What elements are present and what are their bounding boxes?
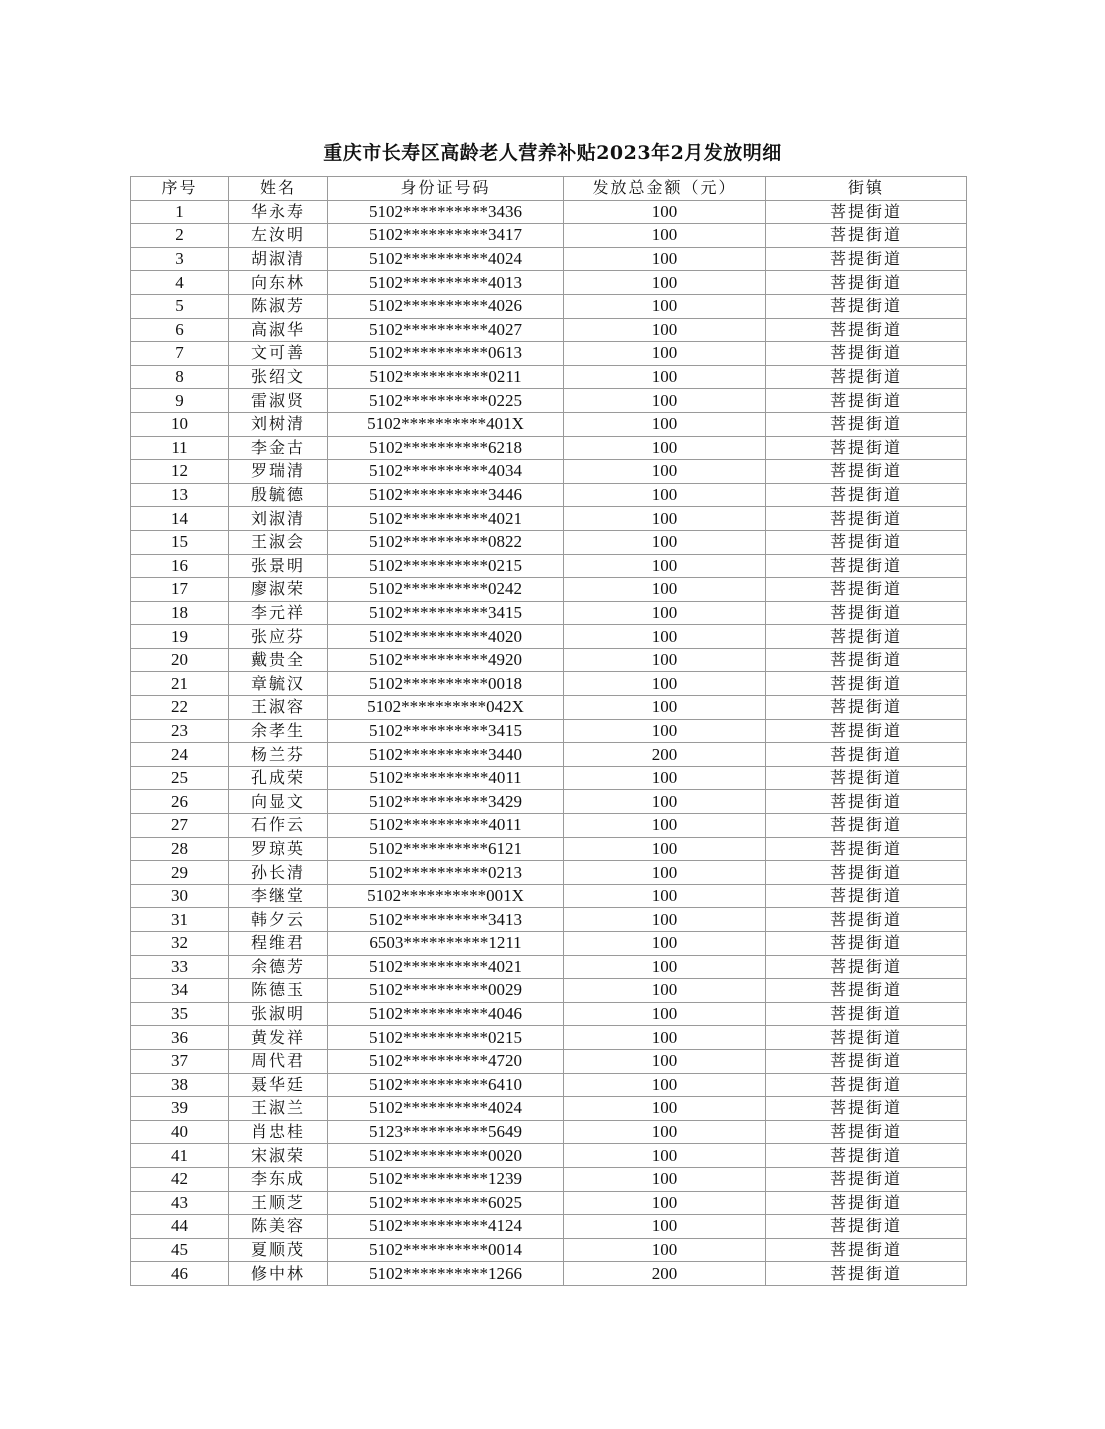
table-row [131,389,967,413]
table-row [131,719,967,743]
cell-index: 21 [131,672,229,696]
cell-name: 左汝明 [229,224,328,248]
cell-index: 28 [131,837,229,861]
cell-index: 37 [131,1049,229,1073]
cell-amount: 100 [564,1215,766,1239]
cell-id-number: 5102**********1266 [328,1262,564,1286]
cell-amount: 100 [564,1097,766,1121]
cell-name: 杨兰芬 [229,743,328,767]
cell-index: 3 [131,247,229,271]
table-row [131,1215,967,1239]
table-row [131,861,967,885]
cell-subdistrict: 菩提街道 [766,460,967,484]
cell-subdistrict: 菩提街道 [766,530,967,554]
cell-id-number: 5102**********4046 [328,1002,564,1026]
cell-subdistrict: 菩提街道 [766,1215,967,1239]
cell-id-number: 5102**********0211 [328,365,564,389]
cell-id-number: 5102**********0242 [328,578,564,602]
table-row [131,766,967,790]
table-row [131,908,967,932]
cell-index: 33 [131,955,229,979]
cell-amount: 100 [564,814,766,838]
cell-index: 27 [131,814,229,838]
cell-index: 31 [131,908,229,932]
cell-index: 9 [131,389,229,413]
cell-id-number: 5102**********4720 [328,1049,564,1073]
cell-id-number: 5102**********0018 [328,672,564,696]
cell-id-number: 5102**********0020 [328,1144,564,1168]
table-row [131,1144,967,1168]
cell-amount: 100 [564,247,766,271]
cell-id-number: 5102**********0613 [328,342,564,366]
table-row [131,294,967,318]
cell-amount: 100 [564,932,766,956]
cell-name: 夏顺茂 [229,1238,328,1262]
cell-index: 35 [131,1002,229,1026]
cell-name: 胡淑清 [229,247,328,271]
cell-id-number: 5102**********0215 [328,1026,564,1050]
subsidy-table [130,176,967,1286]
table-row [131,530,967,554]
cell-name: 张绍文 [229,365,328,389]
cell-subdistrict: 菩提街道 [766,271,967,295]
cell-name: 王淑容 [229,696,328,720]
cell-subdistrict: 菩提街道 [766,389,967,413]
cell-name: 张淑明 [229,1002,328,1026]
cell-name: 王淑会 [229,530,328,554]
cell-name: 李继堂 [229,884,328,908]
cell-index: 15 [131,530,229,554]
cell-id-number: 5102**********4024 [328,1097,564,1121]
cell-subdistrict: 菩提街道 [766,648,967,672]
cell-subdistrict: 菩提街道 [766,1026,967,1050]
cell-id-number: 5102**********3436 [328,200,564,224]
cell-name: 华永寿 [229,200,328,224]
cell-subdistrict: 菩提街道 [766,955,967,979]
cell-id-number: 5102**********4013 [328,271,564,295]
cell-amount: 100 [564,837,766,861]
cell-amount: 100 [564,696,766,720]
cell-amount: 200 [564,743,766,767]
cell-amount: 100 [564,1238,766,1262]
cell-name: 余德芳 [229,955,328,979]
cell-subdistrict: 菩提街道 [766,979,967,1003]
cell-index: 44 [131,1215,229,1239]
cell-id-number: 5102**********3440 [328,743,564,767]
cell-amount: 100 [564,460,766,484]
cell-id-number: 5102**********4034 [328,460,564,484]
cell-index: 32 [131,932,229,956]
table-row [131,672,967,696]
cell-name: 刘树清 [229,412,328,436]
cell-name: 余孝生 [229,719,328,743]
cell-amount: 100 [564,1002,766,1026]
cell-subdistrict: 菩提街道 [766,1073,967,1097]
cell-subdistrict: 菩提街道 [766,412,967,436]
cell-index: 11 [131,436,229,460]
table-row [131,837,967,861]
cell-subdistrict: 菩提街道 [766,554,967,578]
table-row [131,247,967,271]
cell-subdistrict: 菩提街道 [766,318,967,342]
cell-subdistrict: 菩提街道 [766,200,967,224]
cell-id-number: 5102**********0215 [328,554,564,578]
cell-id-number: 5102**********4011 [328,766,564,790]
cell-amount: 100 [564,908,766,932]
cell-index: 29 [131,861,229,885]
cell-index: 46 [131,1262,229,1286]
cell-name: 聂华廷 [229,1073,328,1097]
cell-index: 36 [131,1026,229,1050]
cell-subdistrict: 菩提街道 [766,1238,967,1262]
cell-amount: 100 [564,790,766,814]
table-body [131,200,967,1285]
table-row [131,554,967,578]
cell-name: 韩夕云 [229,908,328,932]
cell-amount: 100 [564,1049,766,1073]
cell-id-number: 6503**********1211 [328,932,564,956]
cell-index: 39 [131,1097,229,1121]
cell-index: 19 [131,625,229,649]
cell-name: 孔成荣 [229,766,328,790]
cell-name: 张景明 [229,554,328,578]
table-row [131,955,967,979]
cell-subdistrict: 菩提街道 [766,861,967,885]
table-row [131,318,967,342]
cell-name: 周代君 [229,1049,328,1073]
cell-subdistrict: 菩提街道 [766,790,967,814]
cell-amount: 100 [564,483,766,507]
cell-amount: 100 [564,365,766,389]
table-row [131,1002,967,1026]
cell-id-number: 5102**********4020 [328,625,564,649]
cell-name: 程维君 [229,932,328,956]
table-row [131,578,967,602]
cell-amount: 100 [564,318,766,342]
cell-id-number: 5102**********6410 [328,1073,564,1097]
cell-subdistrict: 菩提街道 [766,1120,967,1144]
cell-index: 40 [131,1120,229,1144]
cell-id-number: 5123**********5649 [328,1120,564,1144]
cell-index: 25 [131,766,229,790]
cell-amount: 100 [564,578,766,602]
cell-subdistrict: 菩提街道 [766,1167,967,1191]
cell-id-number: 5102**********1239 [328,1167,564,1191]
table-row [131,224,967,248]
table-row [131,932,967,956]
cell-amount: 100 [564,342,766,366]
cell-name: 罗琼英 [229,837,328,861]
cell-subdistrict: 菩提街道 [766,1144,967,1168]
cell-name: 李元祥 [229,601,328,625]
cell-amount: 100 [564,1167,766,1191]
cell-amount: 100 [564,719,766,743]
cell-id-number: 5102**********4021 [328,955,564,979]
cell-amount: 100 [564,200,766,224]
cell-subdistrict: 菩提街道 [766,483,967,507]
cell-name: 宋淑荣 [229,1144,328,1168]
cell-id-number: 5102**********6121 [328,837,564,861]
cell-subdistrict: 菩提街道 [766,1002,967,1026]
cell-id-number: 5102**********4026 [328,294,564,318]
cell-index: 45 [131,1238,229,1262]
cell-subdistrict: 菩提街道 [766,625,967,649]
cell-amount: 100 [564,507,766,531]
cell-amount: 100 [564,979,766,1003]
cell-index: 16 [131,554,229,578]
cell-id-number: 5102**********6025 [328,1191,564,1215]
cell-id-number: 5102**********0225 [328,389,564,413]
cell-index: 23 [131,719,229,743]
cell-subdistrict: 菩提街道 [766,342,967,366]
table-row [131,1167,967,1191]
cell-subdistrict: 菩提街道 [766,578,967,602]
cell-id-number: 5102**********3446 [328,483,564,507]
cell-name: 向显文 [229,790,328,814]
cell-index: 30 [131,884,229,908]
cell-id-number: 5102**********042X [328,696,564,720]
cell-amount: 100 [564,271,766,295]
cell-subdistrict: 菩提街道 [766,814,967,838]
table-row [131,601,967,625]
header-amount: 发放总金额（元） [564,177,766,201]
cell-id-number: 5102**********0029 [328,979,564,1003]
cell-amount: 100 [564,625,766,649]
table-row [131,790,967,814]
cell-amount: 200 [564,1262,766,1286]
cell-name: 殷毓德 [229,483,328,507]
table-row [131,625,967,649]
table-row [131,1097,967,1121]
table-row [131,460,967,484]
document-title: 重庆市长寿区高龄老人营养补贴2023年2月发放明细 [323,142,782,164]
cell-name: 戴贵全 [229,648,328,672]
table-row [131,648,967,672]
cell-subdistrict: 菩提街道 [766,1049,967,1073]
cell-subdistrict: 菩提街道 [766,719,967,743]
cell-name: 廖淑荣 [229,578,328,602]
cell-index: 18 [131,601,229,625]
table-row [131,436,967,460]
table-row [131,979,967,1003]
cell-index: 12 [131,460,229,484]
table-row [131,1262,967,1286]
cell-amount: 100 [564,224,766,248]
cell-id-number: 5102**********001X [328,884,564,908]
cell-subdistrict: 菩提街道 [766,696,967,720]
cell-amount: 100 [564,530,766,554]
table-row [131,743,967,767]
cell-subdistrict: 菩提街道 [766,601,967,625]
cell-index: 22 [131,696,229,720]
cell-name: 章毓汉 [229,672,328,696]
table-row [131,1073,967,1097]
table-row [131,507,967,531]
cell-id-number: 5102**********401X [328,412,564,436]
cell-amount: 100 [564,884,766,908]
cell-subdistrict: 菩提街道 [766,743,967,767]
cell-index: 10 [131,412,229,436]
header-subdistrict: 街镇 [766,177,967,201]
cell-amount: 100 [564,955,766,979]
cell-amount: 100 [564,861,766,885]
table-row [131,1120,967,1144]
table-header-row [131,177,967,201]
cell-subdistrict: 菩提街道 [766,507,967,531]
cell-name: 罗瑞清 [229,460,328,484]
cell-index: 26 [131,790,229,814]
cell-name: 陈美容 [229,1215,328,1239]
cell-index: 38 [131,1073,229,1097]
cell-subdistrict: 菩提街道 [766,884,967,908]
cell-amount: 100 [564,1073,766,1097]
cell-subdistrict: 菩提街道 [766,247,967,271]
header-id-number: 身份证号码 [328,177,564,201]
cell-name: 石作云 [229,814,328,838]
cell-name: 肖忠桂 [229,1120,328,1144]
table-row [131,1238,967,1262]
table-row [131,271,967,295]
cell-amount: 100 [564,1120,766,1144]
cell-index: 13 [131,483,229,507]
cell-id-number: 5102**********4024 [328,247,564,271]
cell-name: 王顺芝 [229,1191,328,1215]
cell-name: 文可善 [229,342,328,366]
cell-subdistrict: 菩提街道 [766,436,967,460]
cell-name: 黄发祥 [229,1026,328,1050]
cell-subdistrict: 菩提街道 [766,766,967,790]
cell-id-number: 5102**********3417 [328,224,564,248]
cell-name: 雷淑贤 [229,389,328,413]
cell-id-number: 5102**********4011 [328,814,564,838]
table-row [131,483,967,507]
cell-amount: 100 [564,294,766,318]
cell-id-number: 5102**********3429 [328,790,564,814]
cell-id-number: 5102**********3413 [328,908,564,932]
cell-amount: 100 [564,1191,766,1215]
cell-id-number: 5102**********6218 [328,436,564,460]
cell-name: 修中林 [229,1262,328,1286]
cell-subdistrict: 菩提街道 [766,908,967,932]
cell-index: 6 [131,318,229,342]
cell-index: 2 [131,224,229,248]
cell-name: 孙长清 [229,861,328,885]
table-row [131,365,967,389]
cell-subdistrict: 菩提街道 [766,365,967,389]
cell-subdistrict: 菩提街道 [766,294,967,318]
cell-id-number: 5102**********4021 [328,507,564,531]
cell-amount: 100 [564,554,766,578]
header-name: 姓名 [229,177,328,201]
cell-amount: 100 [564,648,766,672]
cell-name: 李金古 [229,436,328,460]
header-index: 序号 [131,177,229,201]
cell-index: 42 [131,1167,229,1191]
cell-index: 41 [131,1144,229,1168]
cell-id-number: 5102**********3415 [328,601,564,625]
cell-subdistrict: 菩提街道 [766,672,967,696]
cell-amount: 100 [564,1026,766,1050]
cell-subdistrict: 菩提街道 [766,1191,967,1215]
cell-index: 34 [131,979,229,1003]
table-row [131,814,967,838]
cell-subdistrict: 菩提街道 [766,837,967,861]
cell-id-number: 5102**********0822 [328,530,564,554]
cell-index: 1 [131,200,229,224]
cell-name: 向东林 [229,271,328,295]
table-row [131,1049,967,1073]
table-row [131,884,967,908]
cell-id-number: 5102**********4920 [328,648,564,672]
cell-id-number: 5102**********4124 [328,1215,564,1239]
cell-id-number: 5102**********0014 [328,1238,564,1262]
cell-id-number: 5102**********0213 [328,861,564,885]
cell-index: 24 [131,743,229,767]
cell-name: 陈淑芳 [229,294,328,318]
cell-index: 4 [131,271,229,295]
cell-amount: 100 [564,1144,766,1168]
cell-subdistrict: 菩提街道 [766,932,967,956]
table-row [131,1191,967,1215]
cell-amount: 100 [564,601,766,625]
cell-index: 7 [131,342,229,366]
table-row [131,1026,967,1050]
cell-amount: 100 [564,412,766,436]
cell-index: 14 [131,507,229,531]
cell-id-number: 5102**********3415 [328,719,564,743]
cell-name: 高淑华 [229,318,328,342]
cell-index: 5 [131,294,229,318]
cell-subdistrict: 菩提街道 [766,1097,967,1121]
cell-name: 李东成 [229,1167,328,1191]
cell-name: 陈德玉 [229,979,328,1003]
table-row [131,412,967,436]
table-row [131,342,967,366]
cell-index: 43 [131,1191,229,1215]
cell-id-number: 5102**********4027 [328,318,564,342]
cell-name: 张应芬 [229,625,328,649]
cell-amount: 100 [564,436,766,460]
cell-index: 8 [131,365,229,389]
cell-amount: 100 [564,389,766,413]
table-row [131,200,967,224]
cell-subdistrict: 菩提街道 [766,1262,967,1286]
cell-index: 20 [131,648,229,672]
cell-name: 王淑兰 [229,1097,328,1121]
cell-amount: 100 [564,766,766,790]
cell-amount: 100 [564,672,766,696]
table-row [131,696,967,720]
cell-subdistrict: 菩提街道 [766,224,967,248]
cell-index: 17 [131,578,229,602]
cell-name: 刘淑清 [229,507,328,531]
